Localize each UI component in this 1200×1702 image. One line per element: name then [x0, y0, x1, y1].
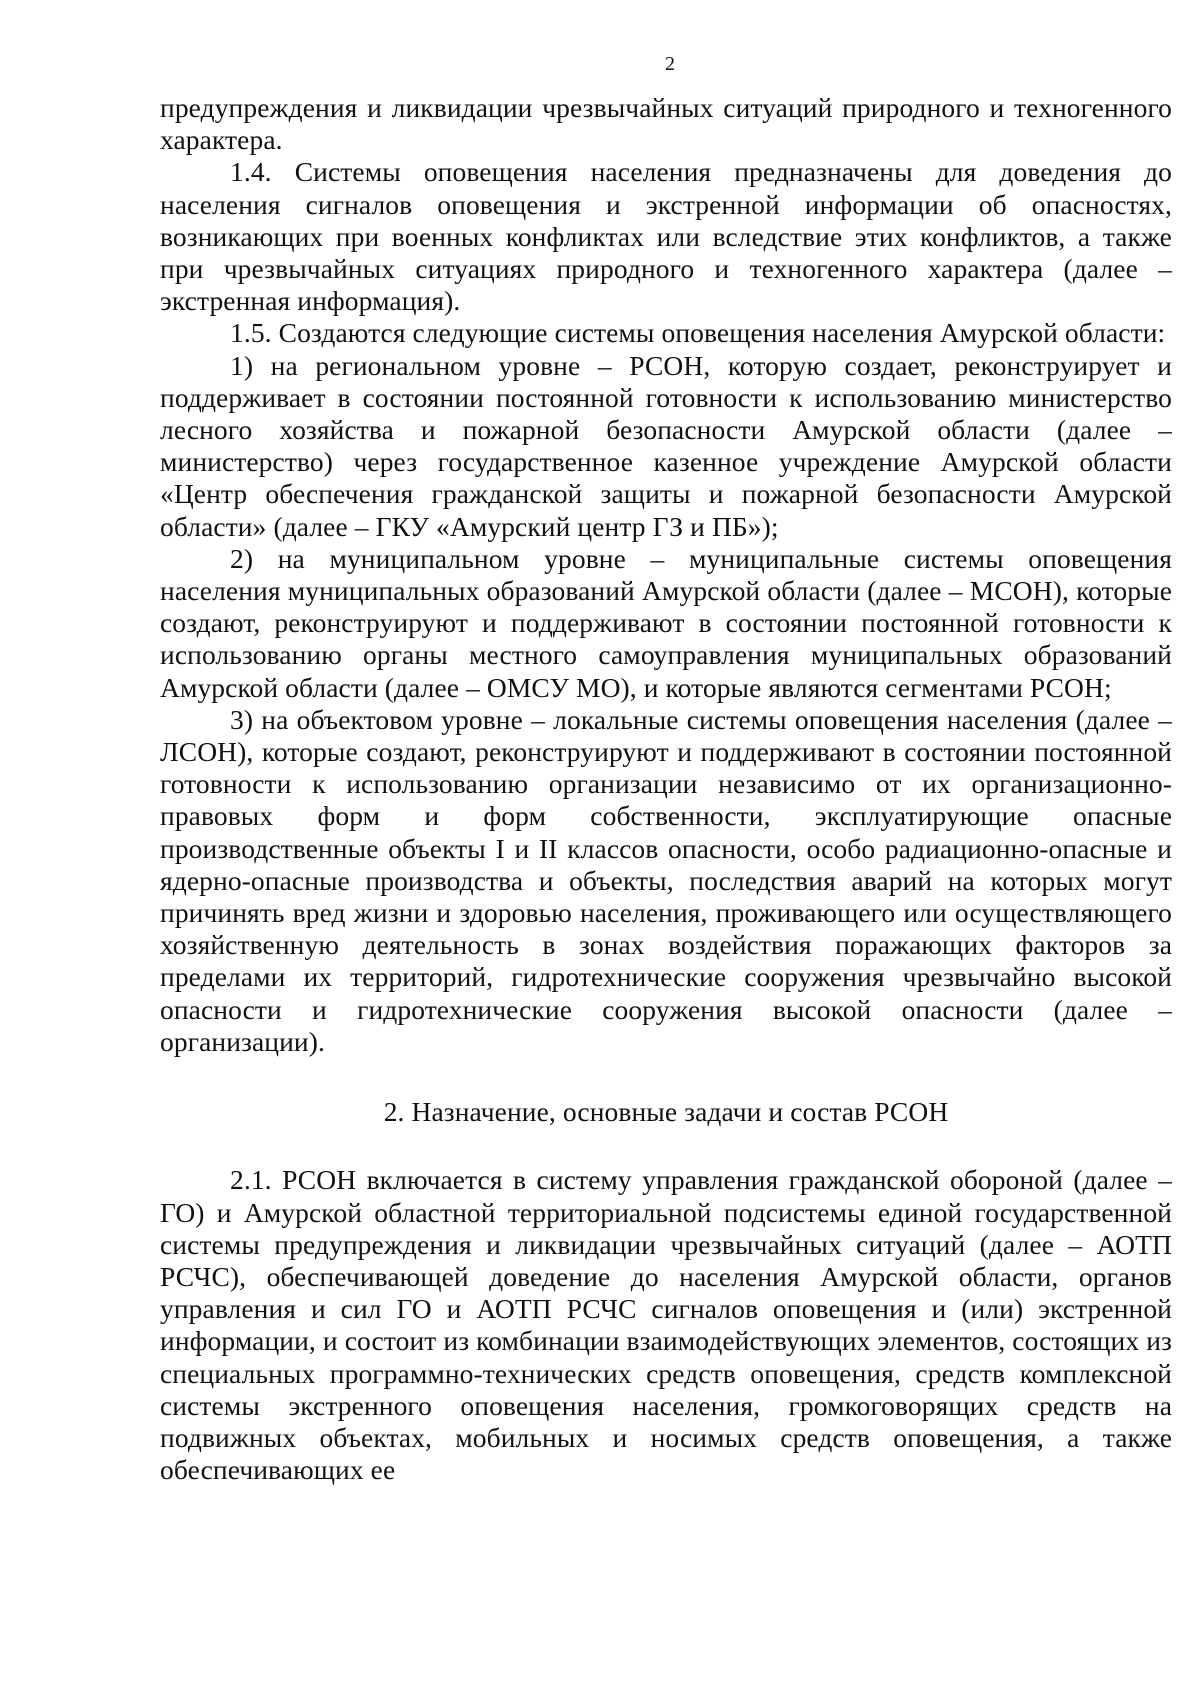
paragraph-continuation: предупреждения и ликвидации чрезвычайных ситуаций природного и техногенного характера.	[160, 92, 1172, 156]
document-body	[160, 92, 1172, 1486]
list-item-municipal: 2) на муниципальном уровне – муниципальные системы оповещения населения муниципальных образований Амурской области (далее – МСОН), которые создают, реконструируют и поддерживают в состоянии постоянной готовности к использованию органы местного самоуправления муниципальных образований Амурской области (далее – ОМСУ МО), и которые являются сегментами РСОН;	[160, 542, 1172, 703]
list-item-regional: 1) на региональном уровне – РСОН, которую создает, реконструирует и поддерживает в состоянии постоянной готовности к использованию министерство лесного хозяйства и пожарной безопасности Амурской области (далее – министерство) через государственное казенное учреждение Амурской области «Центр обеспечения гражданской защиты и пожарной безопасности Амурской области» (далее – ГКУ «Амурский центр ГЗ и ПБ»);	[160, 349, 1172, 542]
list-item-object: 3) на объектовом уровне – локальные системы оповещения населения (далее – ЛСОН), которые создают, реконструируют и поддерживают в состоянии постоянной готовности к использованию организации независимо от их организационно-правовых форм и форм собственности, эксплуатирующие опасные производственные объекты I и II классов опасности, особо радиационно-опасные и ядерно-опасные производства и объекты, последствия аварий на которых могут причинять вред жизни и здоровью населения, проживающего или осуществляющего хозяйственную деятельность в зонах воздействия поражающих факторов за пределами их территорий, гидротехнические сооружения чрезвычайно высокой опасности и гидротехнические сооружения высокой опасности (далее – организации).	[160, 703, 1172, 1057]
paragraph-1-5: 1.5. Создаются следующие системы оповещения населения Амурской области:	[230, 317, 1166, 349]
page-number: 2	[665, 53, 675, 75]
paragraph-1-4: 1.4. Системы оповещения населения предназначены для доведения до населения сигналов оповещения и экстренной информации об опасностях, возникающих при военных конфликтах или вследствие этих конфликтов, а также при чрезвычайных ситуациях природного и техногенного характера (далее – экстренная информация).	[160, 156, 1172, 317]
paragraph-2-1: 2.1. РСОН включается в систему управления гражданской обороной (далее – ГО) и Амурской областной территориальной подсистемы единой государственной системы предупреждения и ликвидации чрезвычайных ситуаций (далее – АОТП РСЧС), обеспечивающей доведение до населения Амурской области, органов управления и сил ГО и АОТП РСЧС сигналов оповещения и (или) экстренной информации, и состоит из комбинации взаимодействующих элементов, состоящих из специальных программно-технических средств оповещения, средств комплексной системы экстренного оповещения населения, громкоговорящих средств на подвижных объектах, мобильных и носимых средств оповещения, а также обеспечивающих ее	[160, 1164, 1172, 1486]
section-heading: 2. Назначение, основные задачи и состав РСОН	[383, 1096, 949, 1128]
